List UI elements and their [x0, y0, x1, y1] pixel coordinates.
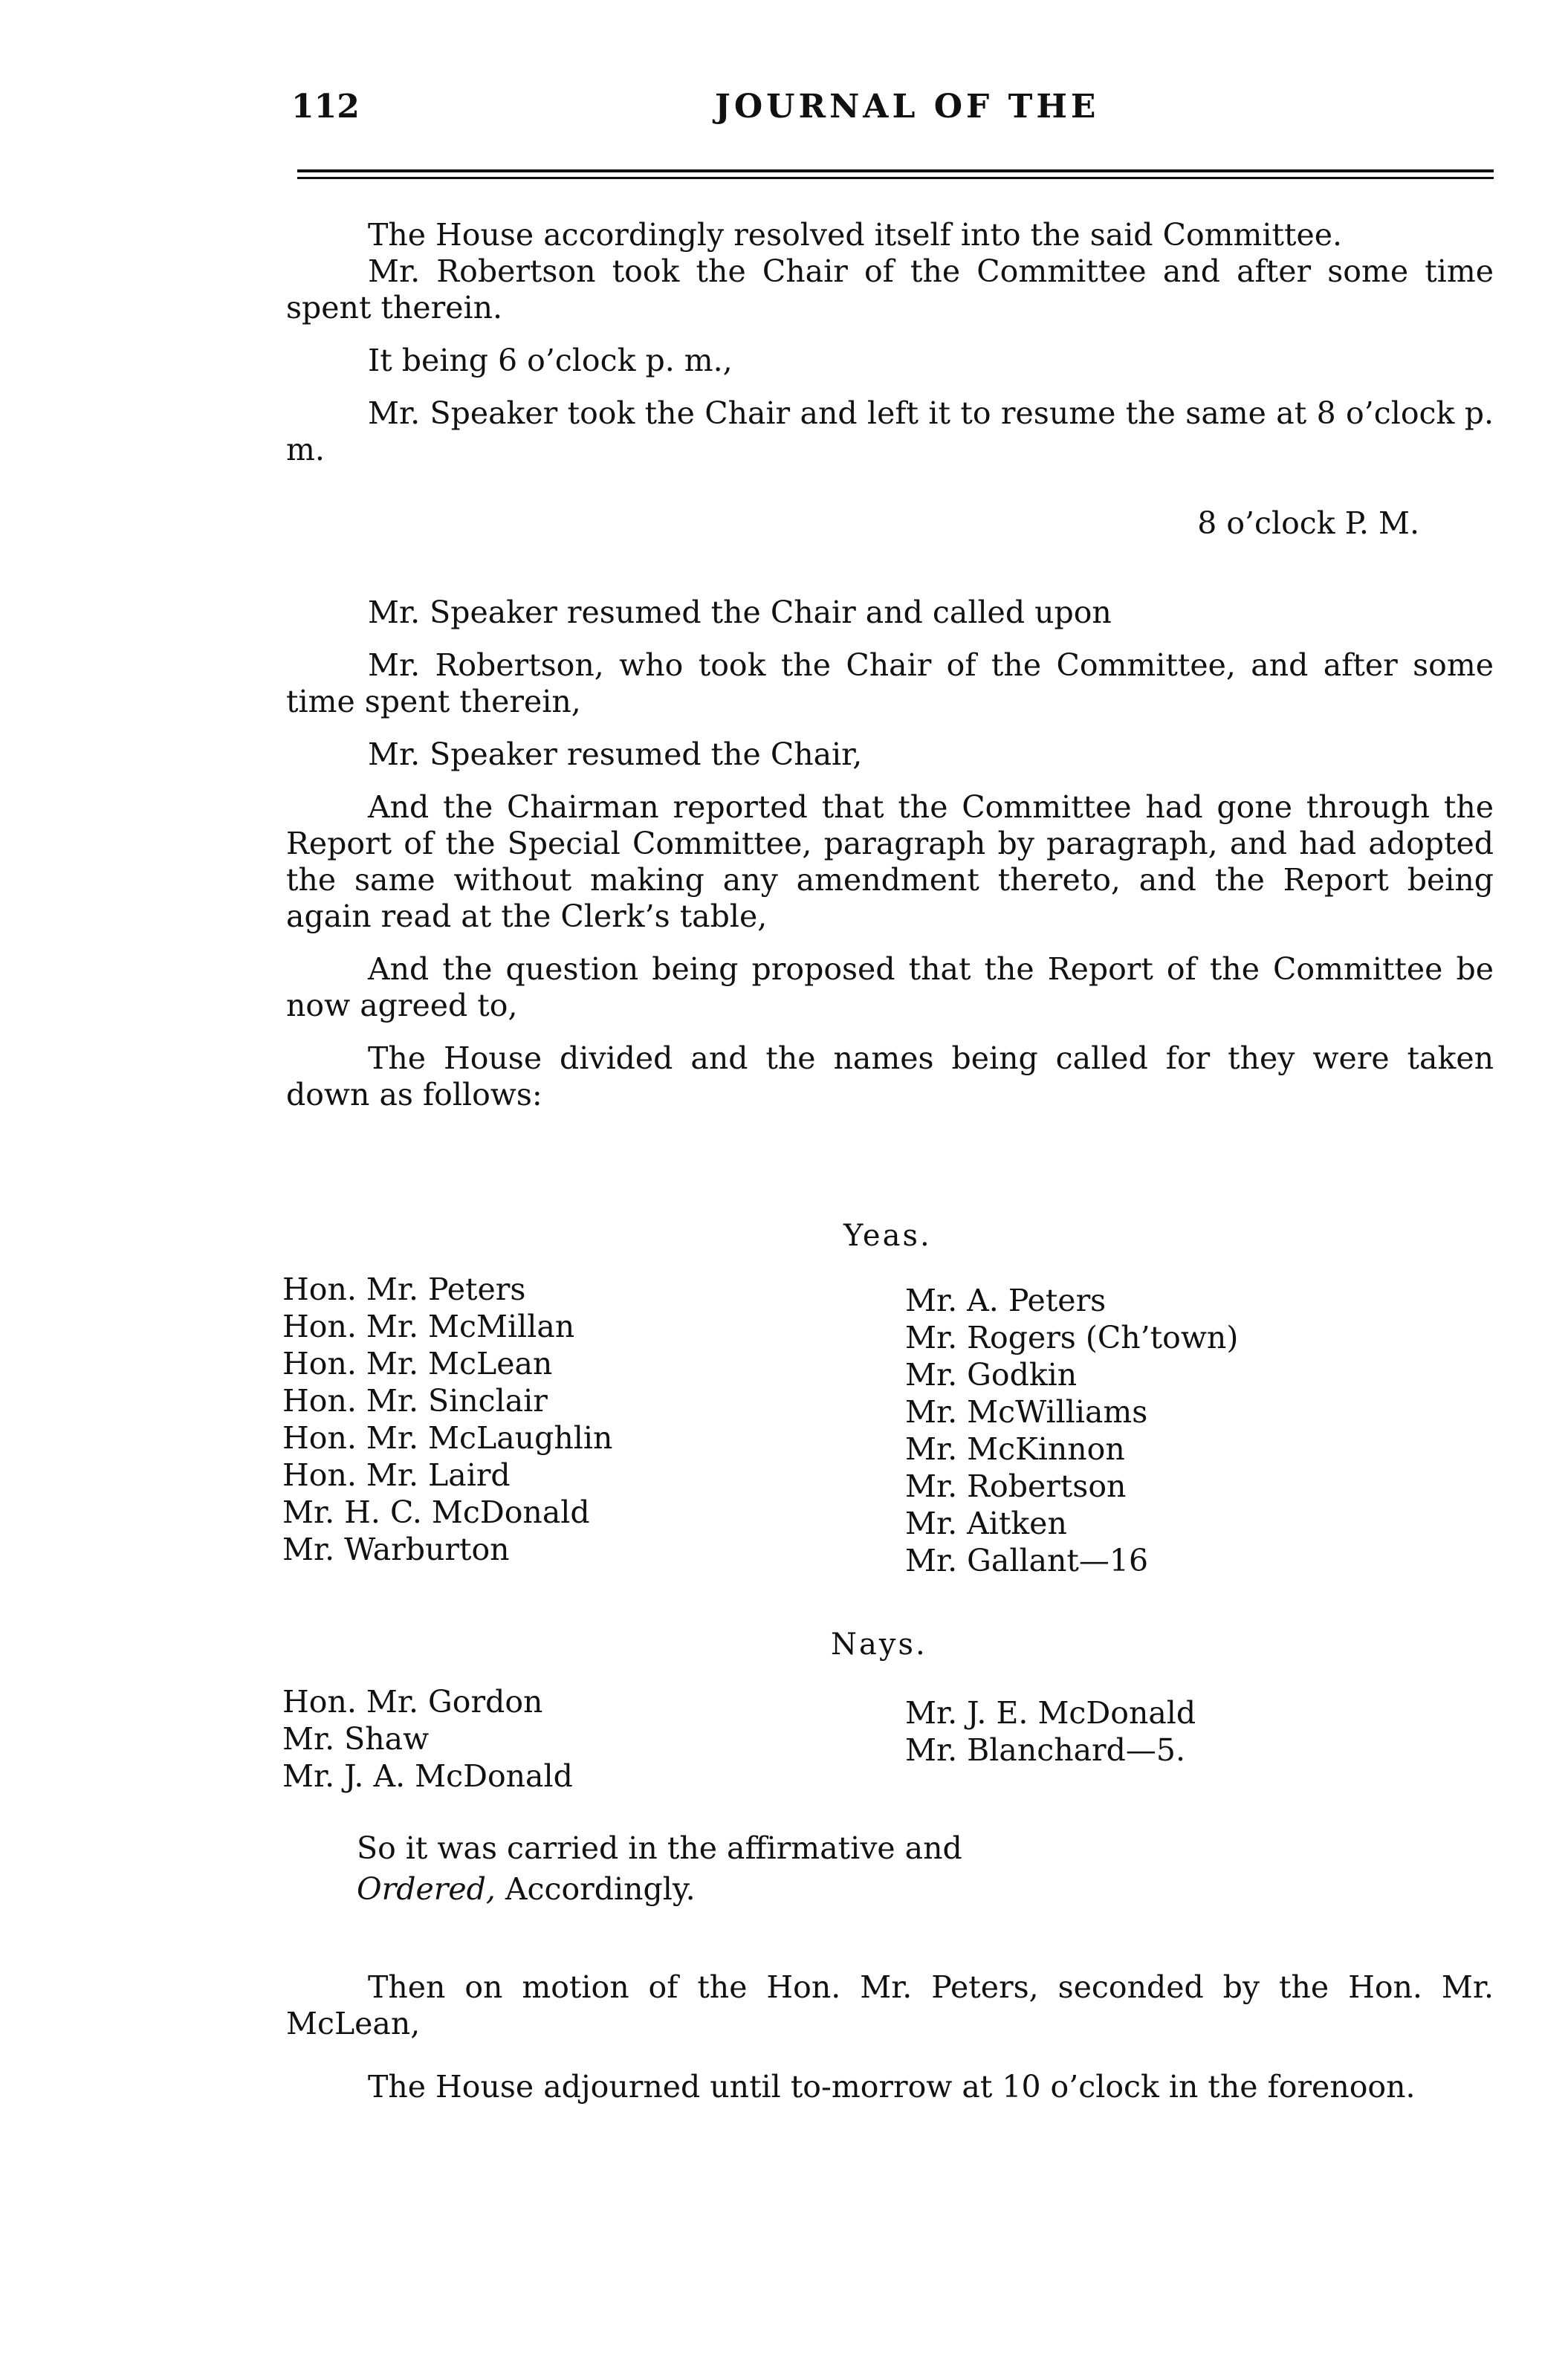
paragraph: Mr. Robertson, who took the Chair of the Committee, and after some time spent therein,: [286, 647, 1494, 719]
list-item: Mr. McKinnon: [905, 1431, 1125, 1467]
paragraph: Mr. Speaker resumed the Chair,: [368, 736, 863, 772]
list-item: Mr. A. Peters: [905, 1283, 1107, 1318]
list-item: Mr. J. E. McDonald: [905, 1695, 1196, 1731]
vote-result: [357, 1828, 962, 1910]
body-middle: [286, 595, 1494, 1113]
nays-left-column: [282, 1683, 573, 1795]
page-header: [291, 88, 1495, 140]
header-rule-double: [297, 177, 1494, 179]
paragraph: Then on motion of the Hon. Mr. Peters, seconded by the Hon. Mr. McLean,: [286, 1969, 1494, 2041]
paragraph: The House accordingly resolved itself into the said Committee.: [368, 217, 1343, 253]
list-item: Mr. H. C. McDonald: [282, 1494, 590, 1530]
yeas-left-column: [282, 1271, 612, 1568]
nays-heading: Nays.: [831, 1627, 927, 1662]
nays-right-column: [905, 1694, 1196, 1769]
list-item: Hon. Mr. McLaughlin: [282, 1420, 613, 1456]
result-carried: So it was carried in the affirmative and: [357, 1830, 962, 1866]
list-item: Mr. Robertson: [905, 1468, 1127, 1504]
list-item: Hon. Mr. Peters: [282, 1272, 526, 1307]
list-item: Hon. Mr. McMillan: [282, 1309, 575, 1344]
yeas-right-column: [905, 1282, 1238, 1579]
list-item: Mr. Gallant—16: [905, 1543, 1149, 1578]
running-head: JOURNAL OF THE: [715, 88, 1100, 126]
list-item: Mr. Shaw: [282, 1721, 430, 1757]
paragraph: The House adjourned until to-morrow at 10 o’clock in the forenoon.: [368, 2069, 1416, 2105]
ordered-label: Ordered,: [357, 1871, 496, 1907]
paragraph: The House divided and the names being called for they were taken down as follows:: [286, 1040, 1494, 1112]
paragraph: Mr. Robertson took the Chair of the Committee and after some time spent therein.: [286, 253, 1494, 325]
page-number: 112: [291, 88, 360, 126]
list-item: Mr. Godkin: [905, 1357, 1078, 1393]
list-item: Mr. J. A. McDonald: [282, 1758, 573, 1794]
time-marker: 8 o’clock P. M.: [1197, 505, 1419, 541]
header-rule: [297, 169, 1494, 172]
result-ordered: [357, 1869, 962, 1910]
body-top: [286, 217, 1494, 468]
list-item: Mr. Rogers (Ch’town): [905, 1320, 1239, 1355]
list-item: Mr. Warburton: [282, 1532, 510, 1567]
yeas-heading: Yeas.: [843, 1219, 932, 1253]
list-item: Hon. Mr. McLean: [282, 1346, 553, 1381]
ordered-text: Accordingly.: [495, 1871, 696, 1907]
paragraph: Mr. Speaker resumed the Chair and called upon: [368, 595, 1112, 630]
list-item: Mr. Blanchard—5.: [905, 1732, 1186, 1768]
body-bottom: [286, 1969, 1494, 2105]
list-item: Mr. McWilliams: [905, 1394, 1148, 1430]
paragraph: And the question being proposed that the Report of the Committee be now agreed to,: [286, 951, 1494, 1023]
list-item: Hon. Mr. Sinclair: [282, 1383, 548, 1419]
paragraph: Mr. Speaker took the Chair and left it to resume the same at 8 o’clock p. m.: [286, 395, 1494, 467]
list-item: Hon. Mr. Laird: [282, 1457, 511, 1493]
paragraph: It being 6 o’clock p. m.,: [368, 343, 733, 378]
list-item: Hon. Mr. Gordon: [282, 1684, 543, 1720]
paragraph: And the Chairman reported that the Committee had gone through the Report of the Special Committee, paragraph by paragraph, and had adopted the same without making any amendment thereto, and the Report being again read at the Clerk’s table,: [286, 789, 1494, 934]
list-item: Mr. Aitken: [905, 1506, 1067, 1541]
